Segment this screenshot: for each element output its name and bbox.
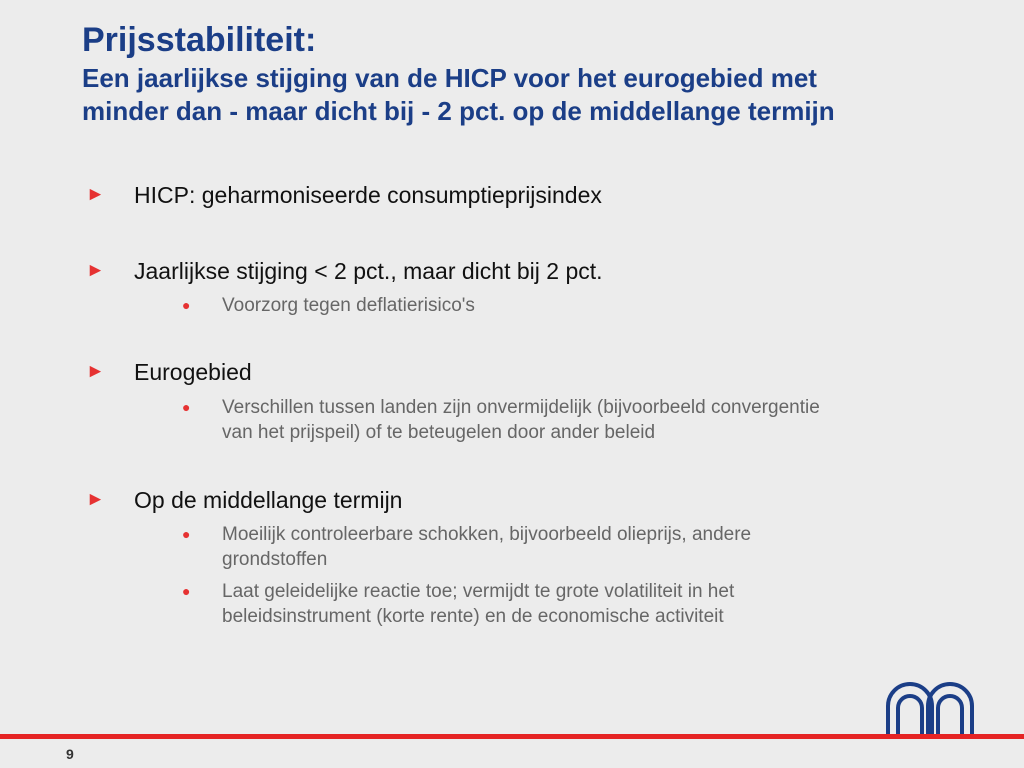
dot-bullet-icon: ●: [182, 297, 191, 313]
bullet-item-hicp: [86, 181, 966, 209]
slide-subtitle-line-2: minder dan - maar dicht bij - 2 pct. op de middellange termijn: [82, 96, 835, 126]
arrow-bullet-icon: ►: [86, 184, 105, 205]
slide-title-block: [82, 18, 1002, 128]
sub-bullet-schokken: [182, 522, 942, 572]
arch-logo-icon: [884, 676, 976, 736]
arrow-bullet-icon: ►: [86, 260, 105, 281]
bullet-label: HICP: geharmoniseerde consumptieprijsindex: [134, 182, 602, 208]
sub-bullet-line: grondstoffen: [222, 549, 328, 570]
sub-bullet-deflatie: [182, 293, 942, 318]
sub-bullet-line: Laat geleidelijke reactie toe; vermijdt te grote volatiliteit in het: [222, 581, 735, 602]
sub-bullet-verschillen: [182, 395, 942, 445]
dot-bullet-icon: ●: [182, 526, 191, 542]
bullet-item-jaarlijkse-stijging: [86, 257, 966, 285]
sub-bullet-line: Verschillen tussen landen zijn onvermijdelijk (bijvoorbeeld convergentie: [222, 397, 820, 418]
sub-bullet-line: Voorzorg tegen deflatierisico's: [222, 295, 475, 316]
bullet-item-eurogebied: [86, 358, 966, 386]
dot-bullet-icon: ●: [182, 399, 191, 415]
page-number: 9: [66, 746, 74, 762]
sub-bullet-line: beleidsinstrument (korte rente) en de economische activiteit: [222, 606, 724, 627]
dot-bullet-icon: ●: [182, 583, 191, 599]
sub-bullet-line: van het prijspeil) of te beteugelen door ander beleid: [222, 422, 656, 443]
bullet-label: Jaarlijkse stijging < 2 pct., maar dicht bij 2 pct.: [134, 258, 603, 284]
bullet-label: Op de middellange termijn: [134, 487, 403, 513]
bullet-item-middellange-termijn: [86, 486, 966, 514]
slide-subtitle-line-1: Een jaarlijkse stijging van de HICP voor het eurogebied met: [82, 63, 817, 93]
slide-title: Prijsstabiliteit:: [82, 21, 317, 59]
arrow-bullet-icon: ►: [86, 361, 105, 382]
sub-bullet-line: Moeilijk controleerbare schokken, bijvoorbeeld olieprijs, andere: [222, 524, 752, 545]
sub-bullet-geleidelijke-reactie: [182, 579, 942, 629]
arrow-bullet-icon: ►: [86, 489, 105, 510]
bullet-label: Eurogebied: [134, 359, 252, 385]
footer-red-bar: [0, 734, 1024, 739]
